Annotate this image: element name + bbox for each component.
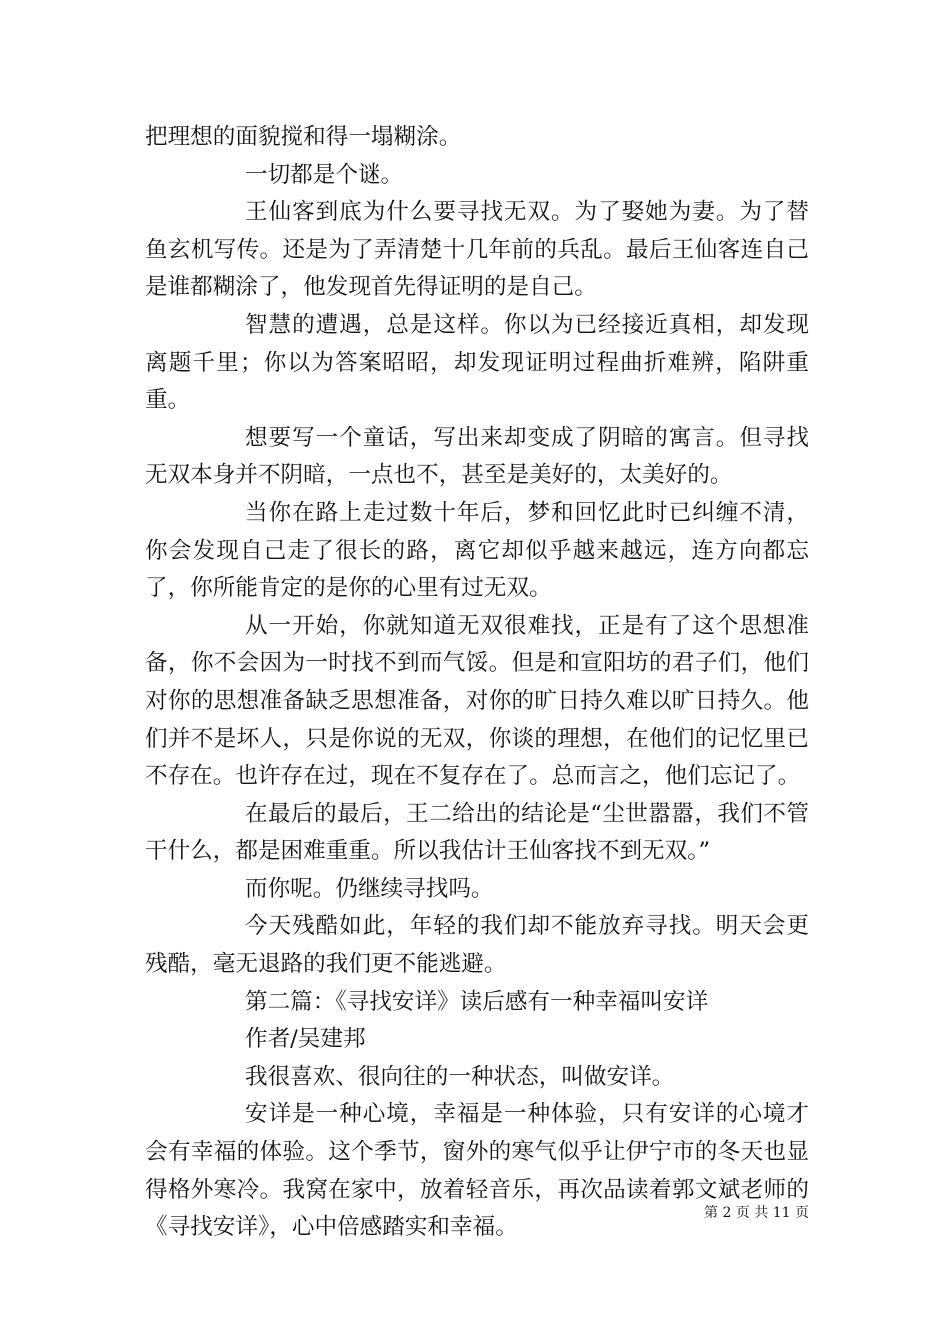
- paragraph: 在最后的最后，王二给出的结论是“尘世嚣嚣，我们不管干什么，都是困难重重。所以我估计王仙客找不到无双。”: [145, 800, 809, 865]
- page-number-footer: 第 2 页 共 11 页: [704, 1205, 809, 1221]
- paragraph: 今天残酷如此，年轻的我们却不能放弃寻找。明天会更残酷，毫无退路的我们更不能逃避。: [145, 913, 809, 978]
- paragraph: 从一开始，你就知道无双很难找，正是有了这个思想准备，你不会因为一时找不到而气馁。但是和宣阳坊的君子们，他们对你的思想准备缺乏思想准备，对你的旷日持久难以旷日持久。他们并不是坏人，只是你说的无双，你谈的理想，在他们的记忆里已不存在。也许存在过，现在不复存在了。总而言之，他们忘记了。: [145, 612, 809, 790]
- paragraph: 我很喜欢、很向往的一种状态，叫做安详。: [245, 1063, 675, 1090]
- paragraph: 一切都是个谜。: [245, 161, 404, 188]
- author-line: 作者/吴建邦: [245, 1026, 366, 1053]
- section-heading: 第二篇：《寻找安详》读后感有一种幸福叫安详: [245, 988, 709, 1015]
- paragraph: 智慧的遭遇，总是这样。你以为已经接近真相，却发现离题千里；你以为答案昭昭，却发现证明过程曲折难辨，陷阱重重。: [145, 311, 809, 414]
- document-body: [145, 119, 809, 1247]
- paragraph: 王仙客到底为什么要寻找无双。为了娶她为妻。为了替鱼玄机写传。还是为了弄清楚十几年前的兵乱。最后王仙客连自己是谁都糊涂了，他发现首先得证明的是自己。: [145, 199, 809, 301]
- paragraph: 而你呢。仍继续寻找吗。: [245, 875, 494, 902]
- paragraph: 想要写一个童话，写出来却变成了阴暗的寓言。但寻找无双本身并不阴暗，一点也不，甚至是美好的，太美好的。: [145, 424, 809, 489]
- paragraph: 当你在路上走过数十年后，梦和回忆此时已纠缠不清，你会发现自己走了很长的路，离它却似乎越来越远，连方向都忘了，你所能肯定的是你的心里有过无双。: [145, 499, 809, 602]
- paragraph: 安详是一种心境，幸福是一种体验，只有安详的心境才会有幸福的体验。这个季节，窗外的寒气似乎让伊宁市的冬天也显得格外寒冷。我窝在家中，放着轻音乐，再次品读着郭文斌老师的《寻找安详》，心中倍感踏实和幸福。: [145, 1101, 809, 1241]
- paragraph: 把理想的面貌搅和得一塌糊涂。: [145, 124, 462, 150]
